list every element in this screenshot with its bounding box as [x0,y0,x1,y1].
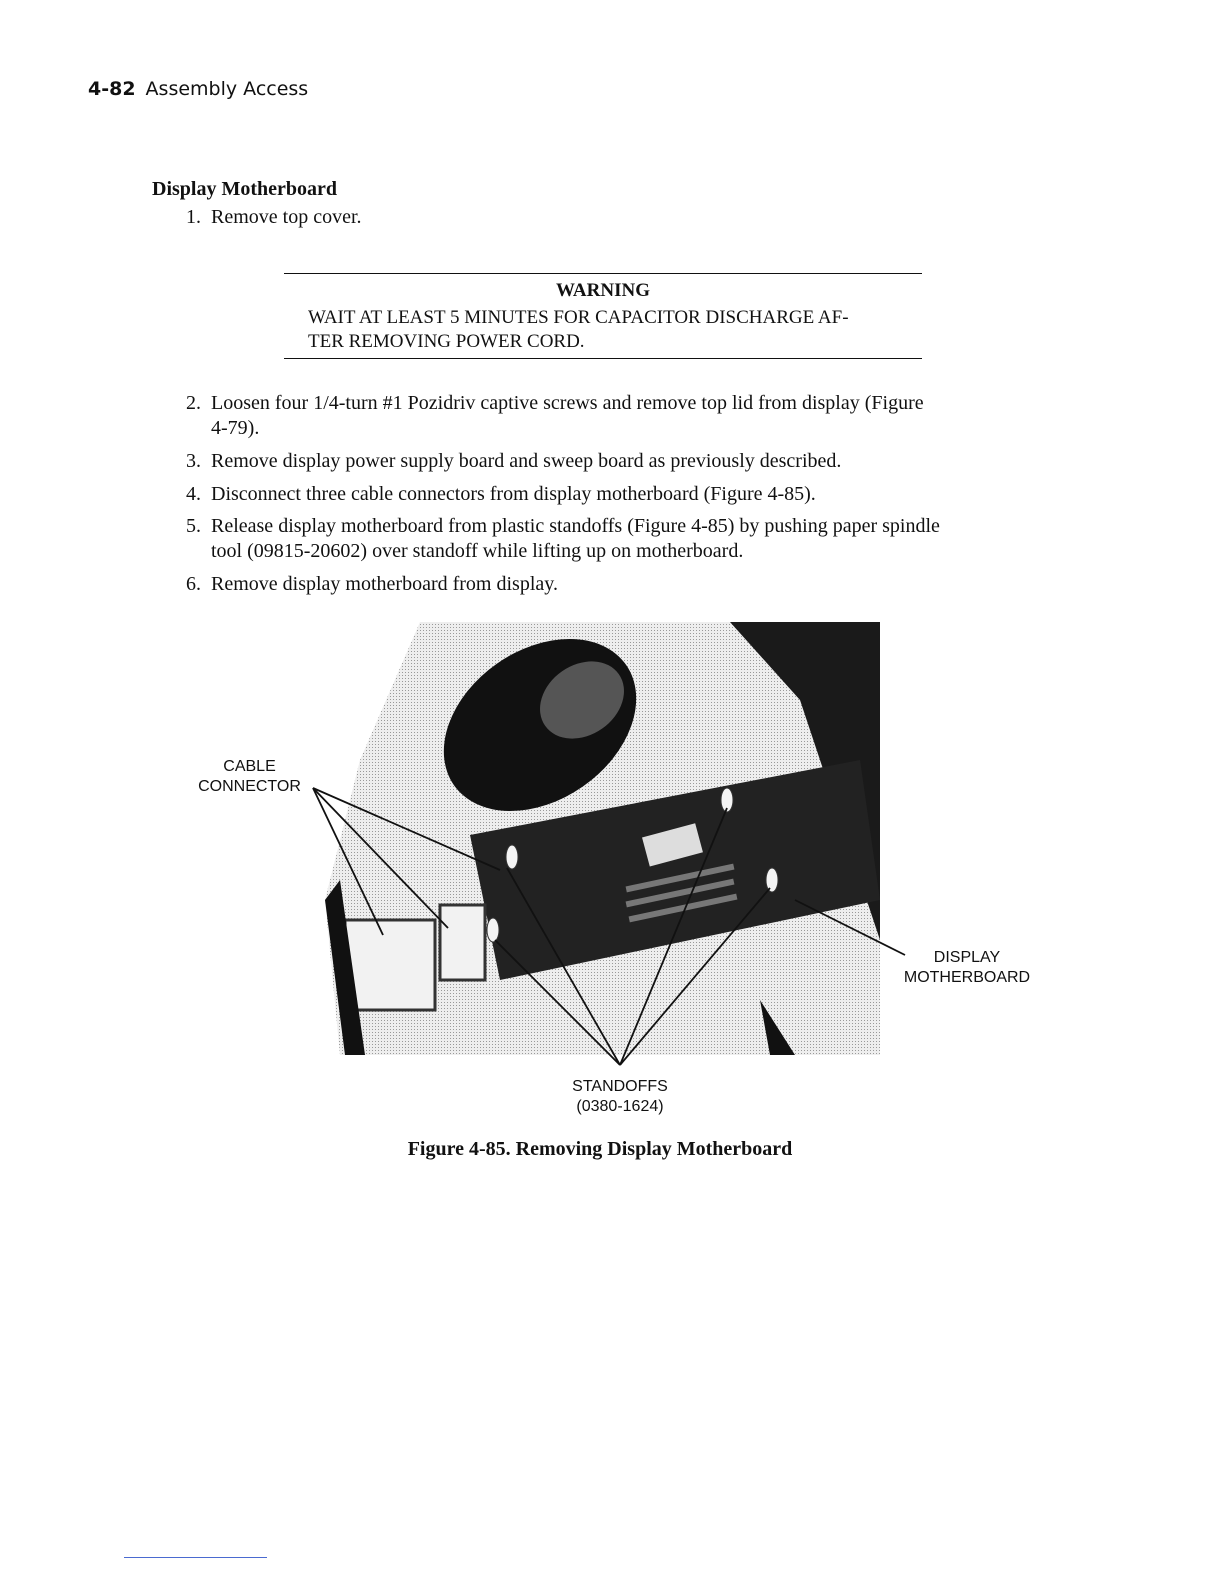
step-5: 5. Release display motherboard from plastic standoffs (Figure 4-85) by pushing paper spindle tool (09815-20602) over standoff while lifting up on motherboard. [186,515,940,562]
label-display-motherboard: DISPLAY MOTHERBOARD [903,949,1031,986]
warning-title: WARNING [556,280,650,301]
step-1: 1. Remove top cover. [186,206,362,228]
footer-rule [124,1557,267,1558]
step-6: 6. Remove display motherboard from display. [186,573,558,595]
figure-caption: Figure 4-85. Removing Display Motherboard [407,1138,793,1160]
step-2: 2. Loosen four 1/4-turn #1 Pozidriv captive screws and remove top lid from display (Figure 4-79). [186,392,924,439]
label-cable-connector: CABLE CONNECTOR [198,758,301,795]
step-3: 3. Remove display power supply board and sweep board as previously described. [186,450,842,472]
section-heading: Display Motherboard [152,178,337,200]
step-4: 4. Disconnect three cable connectors from display motherboard (Figure 4-85). [186,483,816,505]
section-title: Assembly Access [145,78,309,100]
warning-text: WAIT AT LEAST 5 MINUTES FOR CAPACITOR DISCHARGE AF- TER REMOVING POWER CORD. [308,307,849,352]
label-standoffs: STANDOFFS (0380-1624) [572,1078,668,1115]
page-number: 4-82 [88,78,136,100]
